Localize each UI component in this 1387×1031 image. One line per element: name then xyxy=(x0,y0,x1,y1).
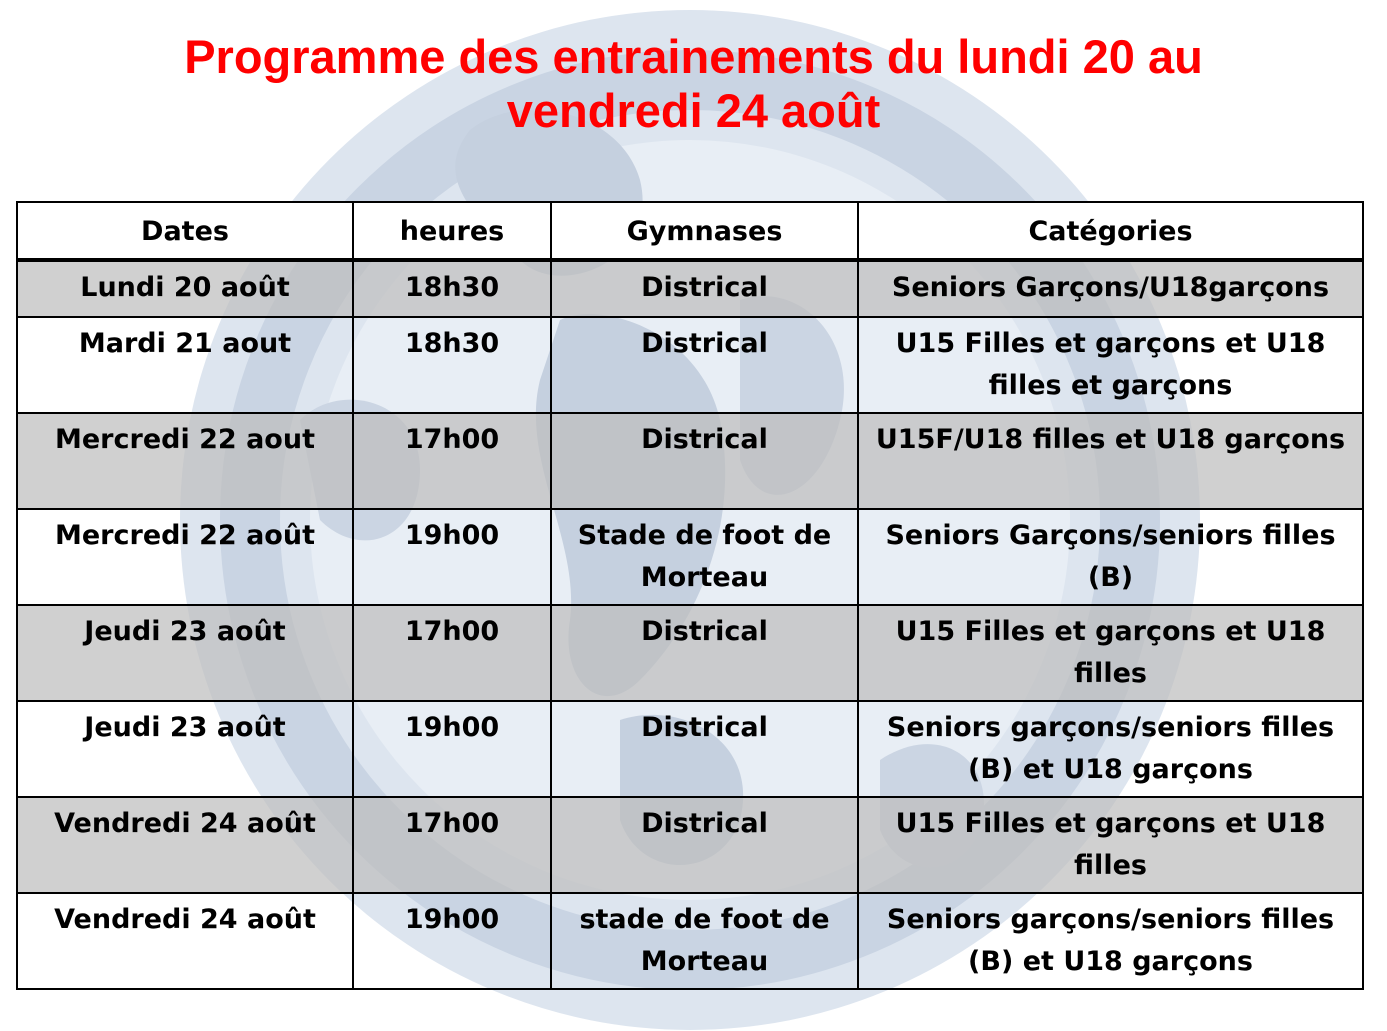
header-categories: Catégories xyxy=(858,202,1363,260)
training-schedule-table xyxy=(16,201,1364,990)
cell-gymnase: Districal xyxy=(551,260,858,317)
cell-gymnase: Districal xyxy=(551,317,858,413)
cell-heure: 19h00 xyxy=(353,509,551,605)
header-heures: heures xyxy=(353,202,551,260)
cell-date: Mercredi 22 août xyxy=(17,509,353,605)
cell-gymnase: stade de foot de Morteau xyxy=(551,893,858,989)
cell-date: Jeudi 23 août xyxy=(17,701,353,797)
cell-heure: 18h30 xyxy=(353,317,551,413)
table-row xyxy=(17,701,1363,797)
cell-categorie: Seniors garçons/seniors filles (B) et U18 garçons xyxy=(858,893,1363,989)
page-title xyxy=(0,30,1387,138)
cell-categorie: Seniors Garçons/U18garçons xyxy=(858,260,1363,317)
cell-categorie: U15 Filles et garçons et U18 filles et garçons xyxy=(858,317,1363,413)
cell-gymnase: Districal xyxy=(551,797,858,893)
cell-date: Vendredi 24 août xyxy=(17,797,353,893)
table-row xyxy=(17,260,1363,317)
cell-categorie: U15 Filles et garçons et U18 filles xyxy=(858,605,1363,701)
cell-categorie: U15 Filles et garçons et U18 filles xyxy=(858,797,1363,893)
header-gymnases: Gymnases xyxy=(551,202,858,260)
cell-date: Lundi 20 août xyxy=(17,260,353,317)
cell-categorie: Seniors garçons/seniors filles (B) et U18 garçons xyxy=(858,701,1363,797)
cell-heure: 17h00 xyxy=(353,413,551,509)
cell-date: Mercredi 22 aout xyxy=(17,413,353,509)
cell-gymnase: Stade de foot de Morteau xyxy=(551,509,858,605)
cell-categorie: Seniors Garçons/seniors filles (B) xyxy=(858,509,1363,605)
cell-gymnase: Districal xyxy=(551,701,858,797)
cell-date: Jeudi 23 août xyxy=(17,605,353,701)
cell-heure: 19h00 xyxy=(353,893,551,989)
cell-heure: 19h00 xyxy=(353,701,551,797)
table-row xyxy=(17,893,1363,989)
title-line-2: vendredi 24 août xyxy=(506,84,881,137)
table-row xyxy=(17,605,1363,701)
cell-heure: 18h30 xyxy=(353,260,551,317)
cell-gymnase: Districal xyxy=(551,605,858,701)
header-dates: Dates xyxy=(17,202,353,260)
cell-heure: 17h00 xyxy=(353,605,551,701)
table-header-row xyxy=(17,202,1363,260)
table-row xyxy=(17,509,1363,605)
table-row xyxy=(17,413,1363,509)
table-row xyxy=(17,797,1363,893)
cell-date: Vendredi 24 août xyxy=(17,893,353,989)
title-line-1: Programme des entrainements du lundi 20 au xyxy=(184,30,1203,83)
cell-heure: 17h00 xyxy=(353,797,551,893)
cell-categorie: U15F/U18 filles et U18 garçons xyxy=(858,413,1363,509)
cell-gymnase: Districal xyxy=(551,413,858,509)
table-row xyxy=(17,317,1363,413)
cell-date: Mardi 21 aout xyxy=(17,317,353,413)
